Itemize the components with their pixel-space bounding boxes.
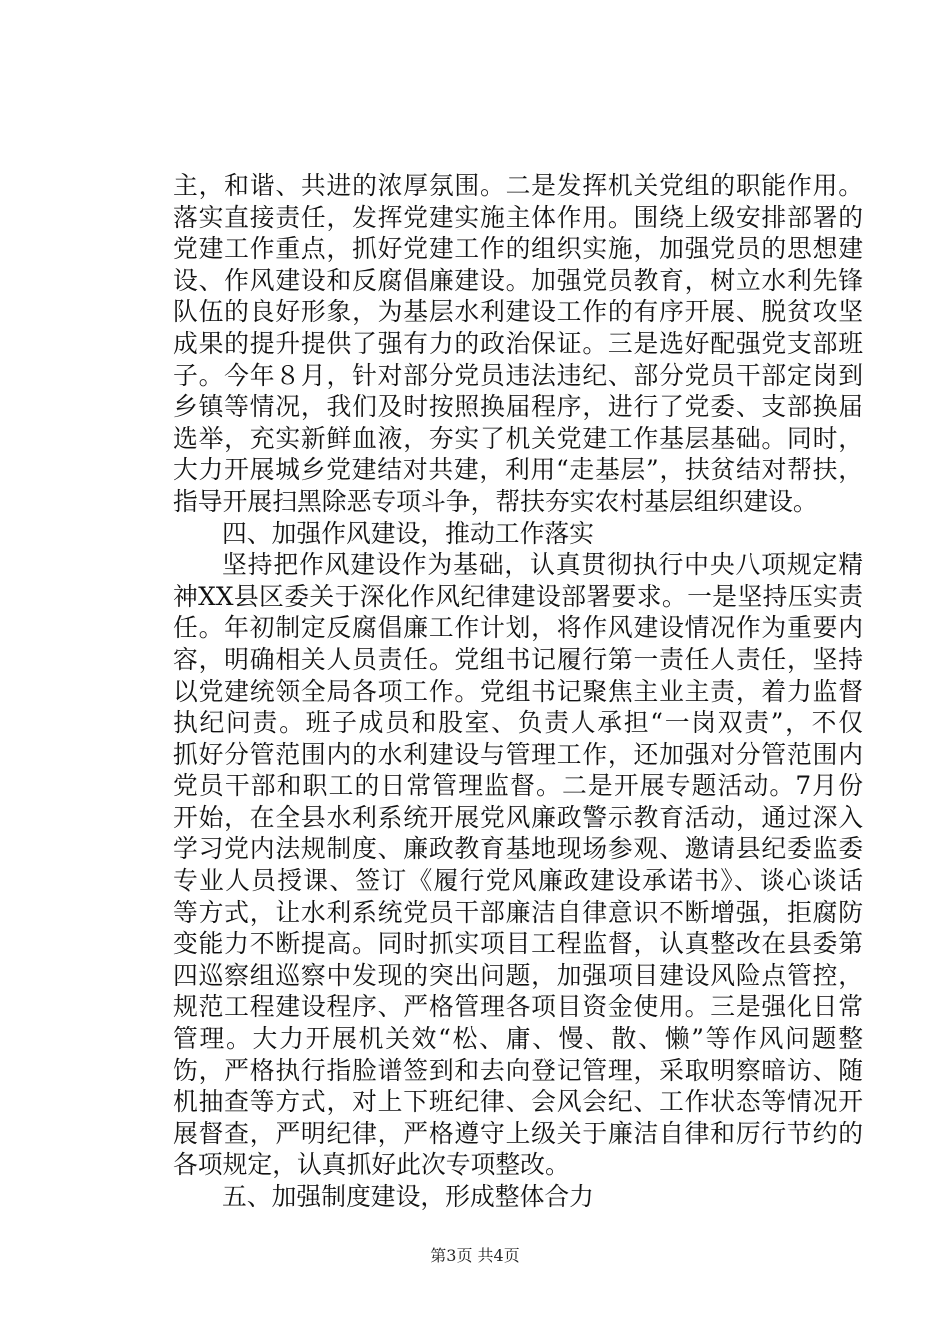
section-heading: 四、加强作风建设，推动工作落实: [222, 518, 594, 548]
text-line: 饬，严格执行指脸谱签到和去向登记管理，采取明察暗访、随: [173, 1055, 863, 1085]
text-line: 任。年初制定反腐倡廉工作计划，将作风建设情况作为重要内: [173, 613, 863, 643]
text-line: 落实直接责任，发挥党建实施主体作用。围绕上级安排部署的: [173, 202, 863, 232]
text-line: 专业人员授课、签订《履行党风廉政建设承诺书》、谈心谈话: [173, 866, 863, 896]
text-line: 队伍的良好形象，为基层水利建设工作的有序开展、脱贫攻坚: [173, 297, 863, 327]
page-number-footer: 第3页 共4页: [430, 1246, 520, 1265]
text-line: 开始，在全县水利系统开展党风廉政警示教育活动，通过深入: [173, 802, 863, 832]
text-line: 以党建统领全局各项工作。党组书记聚焦主业主责，着力监督: [173, 676, 863, 706]
text-line: 子。今年８月，针对部分党员违法违纪、部分党员干部定岗到: [173, 360, 863, 390]
text-line: 成果的提升提供了强有力的政治保证。三是选好配强党支部班: [173, 328, 863, 358]
text-line: 乡镇等情况，我们及时按照换届程序，进行了党委、支部换届: [173, 392, 863, 422]
text-line: 执纪问责。班子成员和股室、负责人承担“一岗双责”，不仅: [173, 708, 863, 738]
text-line: 选举，充实新鲜血液，夯实了机关党建工作基层基础。同时，: [173, 423, 863, 453]
text-line: 等方式，让水利系统党员干部廉洁自律意识不断增强，拒腐防: [173, 897, 863, 927]
text-line: 变能力不断提高。同时抓实项目工程监督，认真整改在县委第: [173, 929, 863, 959]
text-line: 抓好分管范围内的水利建设与管理工作，还加强对分管范围内: [173, 739, 863, 769]
text-line: 管理。大力开展机关效“松、庸、慢、散、懒”等作风问题整: [173, 1024, 863, 1054]
text-line: 党建工作重点，抓好党建工作的组织实施，加强党员的思想建: [173, 234, 863, 264]
text-line: 规范工程建设程序、严格管理各项目资金使用。三是强化日常: [173, 992, 863, 1022]
text-line: 展督查，严明纪律，严格遵守上级关于廉洁自律和厉行节约的: [173, 1118, 863, 1148]
text-line: 主，和谐、共进的浓厚氛围。二是发挥机关党组的职能作用。: [173, 171, 863, 200]
text-line: 各项规定，认真抓好此次专项整改。: [173, 1150, 570, 1180]
text-line: 党员干部和职工的日常管理监督。二是开展专题活动。7月份: [173, 771, 863, 801]
text-line: 指导开展扫黑除恶专项斗争，帮扶夯实农村基层组织建设。: [173, 486, 818, 516]
section-heading: 五、加强制度建设，形成整体合力: [222, 1182, 594, 1211]
text-line: 神XX县区委关于深化作风纪律建设部署要求。一是坚持压实责: [173, 581, 863, 611]
text-line: 大力开展城乡党建结对共建，利用“走基层”，扶贫结对帮扶，: [173, 455, 863, 485]
text-line: 容，明确相关人员责任。党组书记履行第一责任人责任，坚持: [173, 644, 863, 674]
text-line: 设、作风建设和反腐倡廉建设。加强党员教育，树立水利先锋: [173, 265, 863, 295]
text-line: 四巡察组巡察中发现的突出问题，加强项目建设风险点管控，: [173, 960, 863, 990]
text-line: 机抽查等方式，对上下班纪律、会风会纪、工作状态等情况开: [173, 1087, 863, 1117]
body-text: [173, 170, 863, 1213]
text-line: 学习党内法规制度、廉政教育基地现场参观、邀请县纪委监委: [173, 834, 863, 864]
text-line: 坚持把作风建设作为基础，认真贯彻执行中央八项规定精: [222, 550, 863, 580]
